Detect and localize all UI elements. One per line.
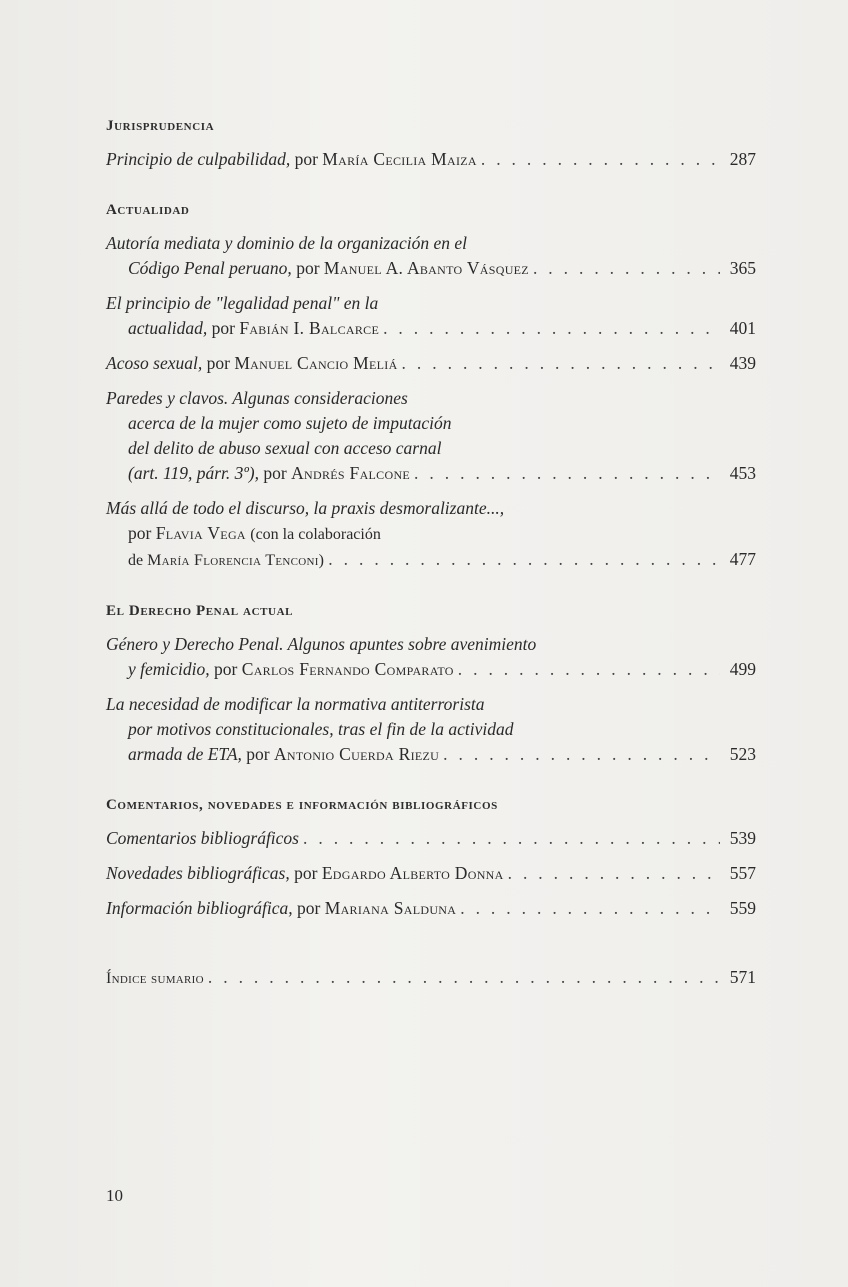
leader-dots — [208, 965, 720, 990]
entry-page-number: 439 — [729, 353, 756, 373]
entry-collaboration: (con la colaboración — [250, 526, 381, 543]
entry-por: por — [296, 258, 320, 278]
entry-page-number: 523 — [729, 744, 756, 764]
leader-dots — [508, 861, 720, 886]
entry-title: Novedades bibliográficas, — [106, 863, 290, 883]
entry-title: actualidad, — [128, 318, 208, 338]
entry-page-number: 401 — [729, 318, 756, 338]
entry-author: Andrés Falcone — [291, 463, 411, 483]
toc-line — [106, 351, 756, 376]
section-comentarios — [106, 797, 756, 921]
entry-author: Fabián I. Balcarce — [239, 318, 380, 338]
entry-title: y femicidio, — [128, 659, 210, 679]
entry-title: Principio de culpabilidad, — [106, 149, 291, 169]
entry-por: por — [211, 318, 235, 338]
section-jurisprudencia — [106, 118, 756, 172]
entry-page-number: 453 — [729, 463, 756, 483]
entry-author: Mariana Salduna — [324, 898, 457, 918]
leader-dots — [303, 826, 720, 851]
entry-page-number: 499 — [729, 659, 756, 679]
entry-title-line: Género y Derecho Penal. Algunos apuntes sobre avenimiento — [106, 634, 537, 654]
toc-entry — [106, 386, 756, 486]
entry-title: Comentarios bibliográficos — [106, 828, 299, 848]
toc-entry — [106, 147, 756, 172]
entry-title-line: por motivos constitucionales, tras el fin de la actividad — [128, 719, 514, 739]
entry-title-line: acerca de la mujer como sujeto de imputación — [128, 413, 452, 433]
entry-author: Antonio Cuerda Riezu — [273, 744, 440, 764]
entry-title: Información bibliográfica, — [106, 898, 293, 918]
toc-line — [106, 461, 756, 486]
entry-por: por — [214, 659, 238, 679]
toc-line — [106, 657, 756, 682]
entry-por: por — [128, 523, 152, 543]
entry-title: armada de ETA, — [128, 744, 242, 764]
entry-page-number: 559 — [729, 898, 756, 918]
toc-line — [106, 742, 756, 767]
entry-title-line: El principio de "legalidad penal" en la — [106, 293, 379, 313]
entry-credit-line — [106, 521, 756, 547]
entry-page-number: 557 — [729, 863, 756, 883]
leader-dots — [414, 461, 720, 486]
toc-line — [106, 826, 756, 851]
page-number: 10 — [106, 1186, 123, 1205]
entry-page-number: 539 — [729, 828, 756, 848]
toc-entry — [106, 496, 756, 573]
entry-por: por — [294, 863, 318, 883]
entry-page-number: 365 — [729, 258, 756, 278]
entry-por: por — [206, 353, 230, 373]
section-heading: Comentarios, novedades e información bibliográficos — [106, 797, 498, 813]
section-heading: El Derecho Penal actual — [106, 603, 294, 619]
entry-title: (art. 119, párr. 3º), — [128, 463, 260, 483]
leader-dots — [402, 351, 720, 376]
entry-title-line: La necesidad de modificar la normativa antiterrorista — [106, 694, 485, 714]
toc-line — [106, 316, 756, 341]
leader-dots — [458, 657, 720, 682]
entry-por: por — [263, 463, 287, 483]
leader-dots — [533, 256, 720, 281]
leader-dots — [443, 742, 720, 767]
entry-por: por — [294, 149, 318, 169]
table-of-contents — [106, 118, 756, 1021]
toc-entry — [106, 231, 756, 281]
section-indice — [106, 965, 756, 991]
toc-line — [106, 256, 756, 281]
toc-entry — [106, 826, 756, 851]
entry-page-number: 571 — [729, 967, 756, 987]
indice-label: Índice sumario — [106, 970, 204, 987]
toc-entry — [106, 632, 756, 682]
entry-author: Carlos Fernando Comparato — [241, 659, 454, 679]
entry-por: por — [297, 898, 321, 918]
toc-entry — [106, 896, 756, 921]
entry-title-line: Paredes y clavos. Algunas consideraciones — [106, 388, 408, 408]
entry-prefix: de — [128, 552, 144, 569]
entry-author: María Cecilia Maiza — [322, 149, 477, 169]
entry-author: Manuel Cancio Meliá — [234, 353, 398, 373]
leader-dots — [328, 547, 720, 572]
section-derecho-penal-actual — [106, 603, 756, 767]
toc-entry — [106, 351, 756, 376]
toc-entry — [106, 291, 756, 341]
leader-dots — [481, 147, 720, 172]
toc-line — [106, 861, 756, 886]
entry-title: Acoso sexual, — [106, 353, 203, 373]
toc-line — [106, 965, 756, 991]
entry-title: Código Penal peruano, — [128, 258, 292, 278]
toc-line — [106, 147, 756, 172]
section-actualidad — [106, 202, 756, 573]
section-heading: Actualidad — [106, 202, 190, 218]
entry-author: Manuel A. Abanto Vásquez — [323, 258, 529, 278]
leader-dots — [383, 316, 720, 341]
entry-title-line: del delito de abuso sexual con acceso carnal — [128, 438, 442, 458]
toc-entry — [106, 692, 756, 767]
entry-title-line: Más allá de todo el discurso, la praxis desmoralizante..., — [106, 498, 505, 518]
entry-author: Edgardo Alberto Donna — [321, 863, 504, 883]
entry-page-number: 287 — [729, 149, 756, 169]
entry-author: María Florencia Tenconi) — [147, 552, 325, 569]
toc-line — [106, 547, 756, 573]
toc-line — [106, 896, 756, 921]
entry-page-number: 477 — [729, 549, 756, 569]
entry-por: por — [246, 744, 270, 764]
toc-entry — [106, 965, 756, 991]
entry-author: Flavia Vega — [155, 523, 246, 543]
toc-entry — [106, 861, 756, 886]
section-heading: Jurisprudencia — [106, 118, 215, 134]
entry-title-line: Autoría mediata y dominio de la organización en el — [106, 233, 467, 253]
leader-dots — [460, 896, 720, 921]
